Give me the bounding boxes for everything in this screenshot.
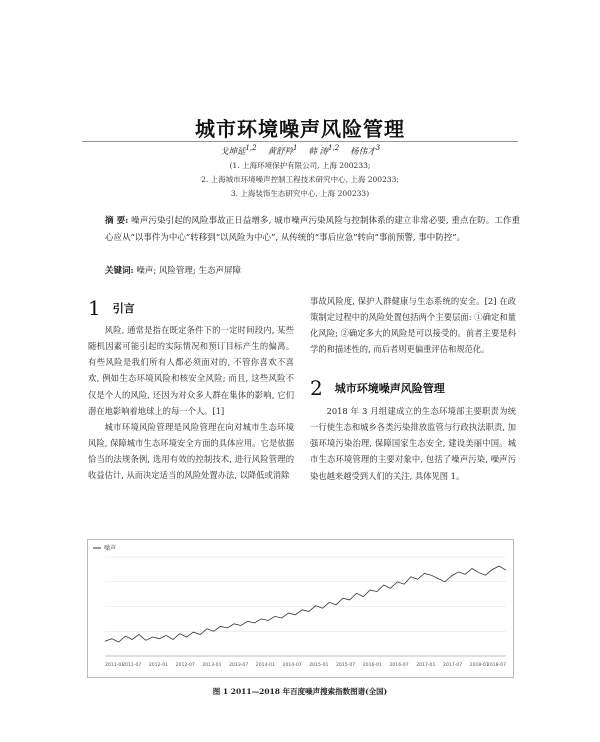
x-tick-label: 2016-01 (362, 663, 382, 668)
section-title: 引言 (112, 302, 135, 315)
paragraph: 城市环境风险管理是风险管理在向对城市生态环境风险, 保障城市生态环境安全方面的具体应用。它是依据恰当的法规条例, 选用有效的控制技术, 进行风险管理的收益估计, 从而决定适当的风险处置办法, 以降低或消除 (88, 421, 294, 481)
x-tick-label: 2011-01 (105, 663, 125, 668)
x-tick-label: 2016-07 (389, 663, 409, 668)
affiliation-line: 3. 上海装饰生态研究中心, 上海 200233) (230, 189, 370, 198)
x-tick-label: 2017-07 (442, 663, 463, 668)
section-heading (310, 376, 445, 400)
title-rule (82, 141, 518, 142)
x-tick-label: 2014-07 (282, 663, 302, 668)
abstract-text: 噪声污染引起的风险事故正日益增多, 城市噪声污染风险与控制体系的建立非常必要, 重点在防。工作重心应从“以事件为中心”转移到“以风险为中心”, 从传统的“事后应急”转向“事前预警, 事中防控”。 (105, 216, 521, 243)
affiliation-line: (1. 上海环境保护有限公司, 上海 200233; (229, 161, 371, 170)
paragraph: 事故风险度, 保护人群健康与生态系统的安全。[2] 在政策制定过程中的风险处置包括两个主要层面: ①确定和量化风险; ②确定多大的风险是可以接受的。前者主要是科学的和描述性的, 而后者则更偏重评估和规范化。 (310, 296, 516, 355)
section-heading (88, 296, 135, 320)
section-title: 城市环境噪声风险管理 (334, 382, 445, 395)
abstract (105, 213, 520, 247)
x-tick-label: 2012-07 (175, 663, 195, 668)
author-affil-mark: 1 (292, 143, 298, 152)
affiliation-line: 2. 上海城市环境噪声控制工程技术研究中心, 上海 200233; (201, 175, 399, 184)
right-column-section2 (310, 403, 516, 484)
x-tick-label: 2015-07 (335, 663, 356, 668)
paper-title: 城市环境噪声风险管理 (195, 117, 405, 141)
x-tick-label: 2018-07 (486, 663, 506, 668)
author-line (0, 143, 600, 157)
x-tick-label: 2013-01 (202, 663, 222, 668)
x-tick-label: 2014-01 (255, 663, 276, 668)
x-tick-label: 2017-01 (416, 663, 436, 668)
section-number: 1 (88, 296, 101, 320)
author-name: 杨伟才 (350, 146, 376, 157)
chart-svg (87, 539, 514, 678)
author-affil-mark: 1,2 (328, 143, 340, 152)
author-name: 戈坤延 (219, 146, 246, 157)
author-affil-mark: 3 (375, 143, 381, 152)
abstract-label: 摘 要: (105, 216, 129, 226)
right-column-continued (310, 293, 516, 358)
chart-frame (88, 540, 514, 678)
keywords (105, 264, 520, 276)
x-tick-label: 2013-07 (229, 663, 249, 668)
x-tick-label: 2012-01 (148, 663, 169, 668)
keywords-text: 噪声; 风险管理; 生态声屏障 (136, 266, 241, 276)
legend-label: 噪声 (104, 545, 117, 552)
section-number: 2 (310, 376, 323, 400)
chart-figure (87, 539, 514, 678)
x-tick-label: 2011-07 (122, 663, 142, 668)
x-tick-label: 2015-01 (309, 663, 329, 668)
left-column-text (88, 322, 294, 484)
paragraph: 2018 年 3 月组建成立的生态环境部主要职责为统一行使生态和城乡各类污染排放监管与行政执法职责, 加强环境污染治理, 保障国家生态安全, 建设美丽中国。城市生态环境管理的主要对象中, 包括了噪声污染, 噪声污染也越来越受到人们的关注, 具体见图 1。 (310, 406, 516, 481)
author-affil-mark: 1,2 (245, 143, 257, 152)
author-name: 黄舒羚 (267, 146, 293, 157)
author-name: 韩 涛 (308, 146, 329, 157)
figure-caption: 图 1 2011—2018 年百度噪声搜索指数图谱(全国) (212, 687, 388, 696)
x-tick-label: 2018-01 (469, 663, 489, 668)
paragraph: 风险, 通常是指在既定条件下的一定时间段内, 某些随机因素可能引起的实际情况和预订目标产生的偏离。有些风险是我们所有人都必须面对的, 不管你喜欢不喜欢, 例如生态环境风险和核安全风险; 而且, 这些风险不仅是个人的风险, 还因为对众多人群在集体的影响, 它们潜在地影响着地球上的每一个人。[1] (88, 325, 294, 416)
keywords-label: 关键词: (105, 266, 134, 276)
